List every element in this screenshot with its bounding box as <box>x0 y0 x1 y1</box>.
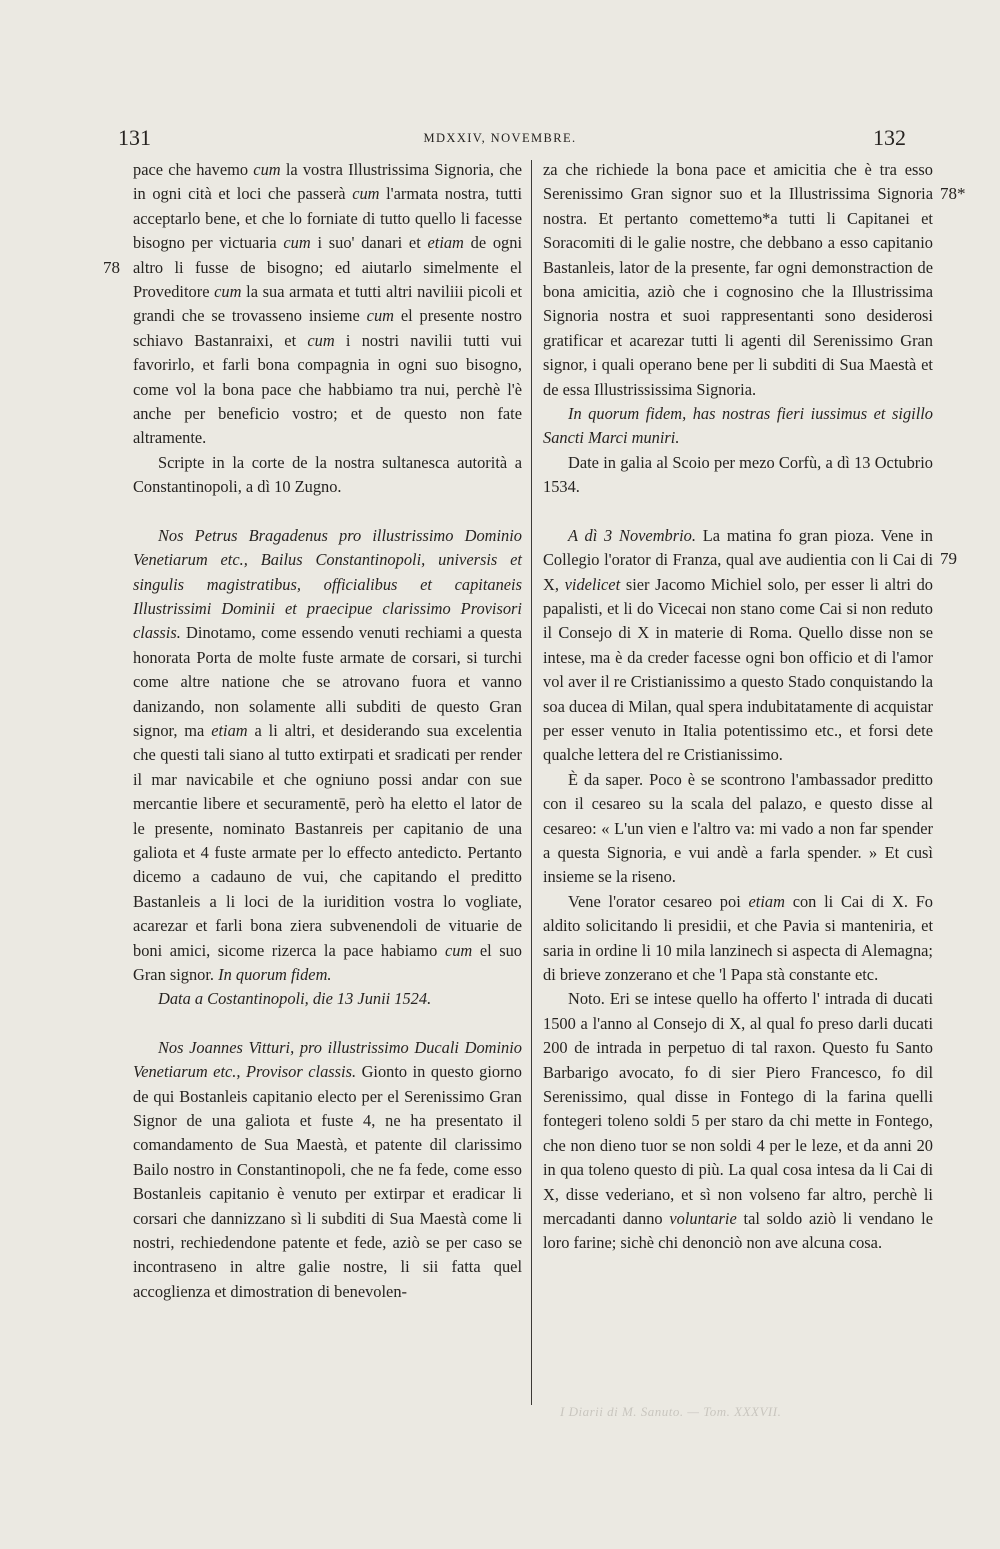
bleed-through-footer: I Diarii di M. Sanuto. — Tom. XXXVII. <box>560 1404 782 1419</box>
page-number-left: 131 <box>118 125 151 150</box>
paragraph: pace che havemo cum la vostra Illustrissima Signoria, che in ogni cità et loci che passerà cum l'armata nostra, tutti acceptarlo bene, et che lo forniate di tutto quello li facesse bisogno per victuaria cum i suo' danari et etiam de ogni altro li fusse de bisogno; ed aiutarlo simelmente el Proveditore cum la sua armata et tutti altri naviliii picoli et grandi che se trovasseno insieme cum el presente nostro schiavo Bastanraixi, et cum i nostri navilii tutti vui favorirlo, et farli bona compagnia in ogni suo bisogno, come vol la bona pace che habbiamo tra nui, perchè l'è anche per beneficio vostro; et de questo non fate altramente. <box>133 160 522 448</box>
right-column <box>543 158 933 1256</box>
running-title: MDXXIV, NOVEMBRE. <box>423 131 577 145</box>
margin-number-right-78: 78* <box>940 184 966 203</box>
paragraph: Nos Joannes Vitturi, pro illustrissimo Ducali Dominio Venetiarum etc., Provisor classis. Gionto in questo giorno de qui Bostanleis capitanio electo per el Serenissimo Gran Signor de una galiota et fuste 4, ne ha presentato il comandamento de Sua Maestà, et patente dil clarissimo Bailo nostro in Constantinopoli, che ne fa fede, come esso Bostanleis capitanio è venuto per extirpar et eradicar li corsari che dannizzano sì li subditi di Sua Maestà come li nostri, rechiedendone patente et fede, aziò se per caso se incontraseno in altre galie nostre, li sii fatta quel accoglienza et dimostration di benevolen- <box>133 1037 522 1301</box>
paragraph-dateline: Data a Costantinopoli, die 13 Junii 1524. <box>158 989 432 1009</box>
column-divider <box>531 160 532 1405</box>
page-number-right: 132 <box>873 125 906 150</box>
paragraph: Scripte in la corte de la nostra sultanesca autorità a Constantinopoli, a dì 10 Zugno. <box>133 452 522 497</box>
left-column <box>133 158 522 1304</box>
paragraph: A dì 3 Novembrio. La matina fo gran pioza. Vene in Collegio l'orator di Franza, qual ave audientia con li Cai di X, videlicet sier Jacomo Michiel solo, per esser li altri do papalisti, et li do Vicecai non stano come Cai si non reduto il Consejo di X in materie di Roma. Quello disse non se intese, ma è da creder facesse ogni bon officio et di l'amor vol aver il re Cristianissimo a questo Stado conquistando la soa ducea di Milan, qual spera indubitatamente di acquistar per esser venuto in Italia potentissimo etc., et forsi dete qualche lettera del re Cristianissimo. <box>543 525 933 765</box>
paragraph: Noto. Eri se intese quello ha offerto l' intrada di ducati 1500 a l'anno al Consejo di X, al qual fo preso darli ducati 200 de intrada in perpetuo di tal raxon. Questo fu Santo Barbarigo avocato, fo di sier Piero Francesco, fo dil Serenissimo, qual disse in Fontego di la farina quelli fontegeri toleno soldi 5 per staro da chi mette in Fontego, che non dieno tuor se non soldi 4 per le leze, et da anni 20 in qua toleno questo di più. La qual cosa intesa da li Cai di X, disse vederiano, et sì non volseno far altro, perchè li mercadanti danno voluntarie tal soldo aziò li vendano le loro farine; sichè chi denonciò non ave alcuna cosa. <box>543 989 933 1253</box>
paragraph: Date in galia al Scoio per mezo Corfù, a dì 13 Octubrio 1534. <box>543 452 933 497</box>
paragraph: In quorum fidem, has nostras fieri iussimus et sigillo Sancti Marci muniri. <box>543 404 933 448</box>
paragraph: È da saper. Poco è se scontrono l'ambassador preditto con il cesareo su la scala del palazo, e questo disse al cesareo: « L'un vien e l'altro va: mi vado a non far spender a questa Signoria, e vui andè a farla spender. » Et cusì insieme se la riseno. <box>543 769 933 887</box>
paragraph: Nos Petrus Bragadenus pro illustrissimo Dominio Venetiarum etc., Bailus Constantinopoli, universis et singulis magistratibus, officialibus et capitaneis Illustrissimi Dominii et praecipue clarissimo Provisori classis. Dinotamo, come essendo venuti rechiami a questa honorata Porta de molte fuste armate de corsari, si turchi come altre natione che se atrovano fuora et vanno danizando, non solamente alli subditi de questo Gran signor, ma etiam a li altri, et desiderando sua excelentia che questi tali siano al tutto extirpati et sradicati per render il mar navicabile et che ogniuno possi andar con sue mercantie libere et securamentē, però ha eletto el lator de le presente, nominato Bastanreis per capitanio de una galiota et 4 fuste armate per lo effecto antedicto. Pertanto dicemo a cadauno de vui, che capitando el preditto Bastanleis a li loci de la iuridition vostra lo vogliate, acarezar et farli bona ziera subvenendoli de vituarie de boni amici, sicome rizerca la pace habiamo cum el suo Gran signor. In quorum fidem. <box>133 525 523 984</box>
margin-number-left: 78 <box>103 258 120 277</box>
margin-number-right-79: 79 <box>940 549 957 568</box>
paragraph: Vene l'orator cesareo poi etiam con li Cai di X. Fo aldito solicitando li presidii, et che Pavia si manteniria, et saria in ordine li 10 mila lanzinech si aspecta di Alemagna; di brieve zonzerano et che 'l Papa stà constante etc. <box>543 891 933 984</box>
paragraph: za che richiede la bona pace et amicitia che è tra esso Serenissimo Gran signor suo et la Illustrissima Signoria nostra. Et pertanto comettemo*a tutti li Capitanei et Soracomiti di le galie nostre, che debbano a esso capitanio Bastanleis, lator de la presente, far ogni demonstraction de bona amicitia, aziò che i cognosino che la Illustrissima Signoria nostra et suoi rappresentanti sono desiderosi gratificar et acarezar tutti li agenti dil Serenissimo Gran signor, i quali operano bene per li subditi di Sua Maestà et de essa Illustrississima Signoria. <box>543 160 933 399</box>
